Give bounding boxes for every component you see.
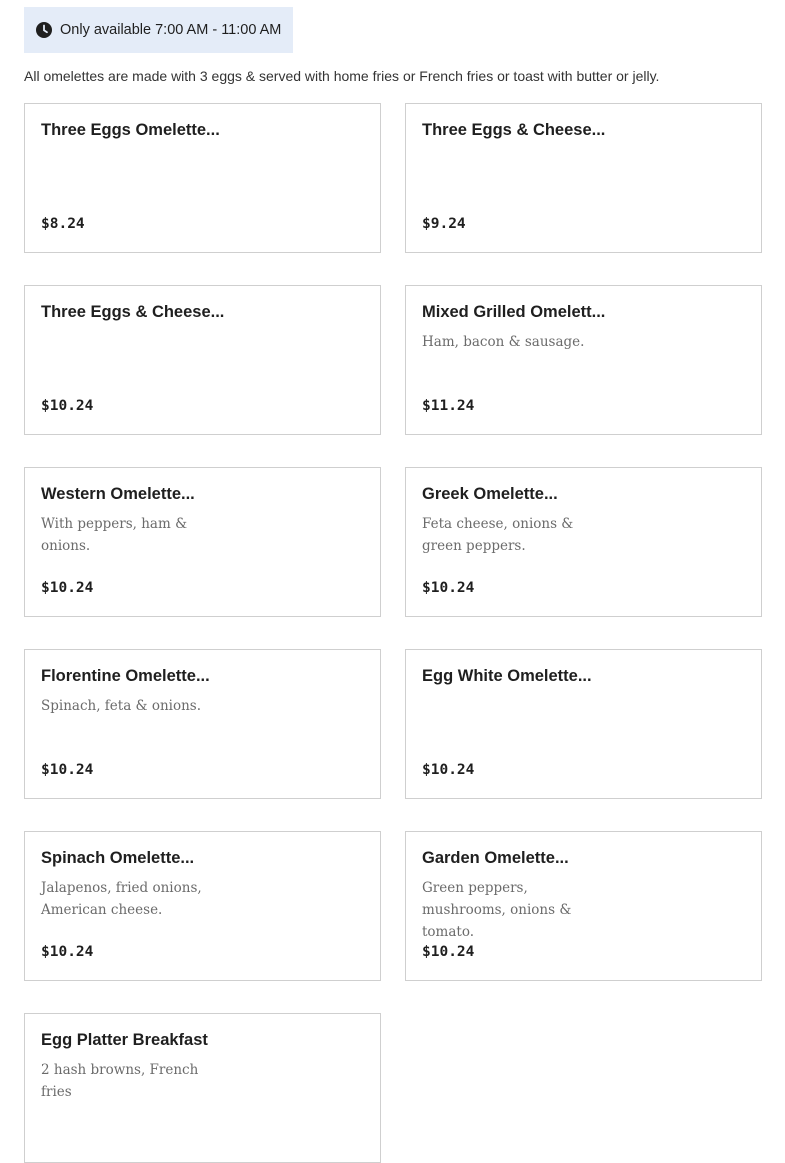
menu-item-description: Spinach, feta & onions.: [41, 698, 202, 714]
menu-item-name: Three Eggs & Cheese...: [41, 303, 225, 321]
category-description: All omelettes are made with 3 eggs & served with home fries or French fries or toast with butter or jelly.: [24, 68, 660, 84]
menu-item-card[interactable]: [24, 649, 381, 799]
menu-item-description: 2 hash browns, French fries: [41, 1062, 199, 1100]
menu-item-name: Florentine Omelette...: [41, 667, 210, 685]
menu-item-card[interactable]: [405, 285, 762, 435]
menu-item-price: $10.24: [41, 580, 94, 596]
menu-item-description: With peppers, ham & onions.: [41, 516, 188, 554]
menu-item-price: $11.24: [422, 398, 475, 414]
menu-item-description: Feta cheese, onions & green peppers.: [422, 516, 574, 554]
menu-item-price: $10.24: [41, 762, 94, 778]
menu-item-description: Ham, bacon & sausage.: [422, 334, 585, 350]
menu-item-name: Egg Platter Breakfast: [41, 1031, 208, 1049]
menu-item-card[interactable]: [405, 649, 762, 799]
menu-item-name: Spinach Omelette...: [41, 849, 195, 867]
menu-item-card[interactable]: [405, 467, 762, 617]
clock-icon: [36, 22, 52, 38]
menu-item-price: $10.24: [41, 944, 94, 960]
menu-item-price: $10.24: [41, 398, 94, 414]
menu-item-price: $8.24: [41, 216, 85, 232]
menu-item-name: Three Eggs & Cheese...: [422, 121, 606, 139]
menu-item-price: $10.24: [422, 580, 475, 596]
menu-item-name: Three Eggs Omelette...: [41, 121, 220, 139]
menu-item-card[interactable]: [24, 1013, 381, 1163]
menu-item-card[interactable]: [405, 831, 762, 981]
menu-item-name: Mixed Grilled Omelett...: [422, 303, 606, 321]
menu-item-card[interactable]: [24, 831, 381, 981]
menu-item-name: Western Omelette...: [41, 485, 195, 503]
menu-item-price: $10.24: [422, 944, 475, 960]
menu-item-price: $10.24: [422, 762, 475, 778]
menu-item-name: Garden Omelette...: [422, 849, 569, 867]
availability-banner: [24, 7, 293, 53]
menu-item-card[interactable]: [24, 467, 381, 617]
menu-item-price: $9.24: [422, 216, 466, 232]
menu-item-name: Egg White Omelette...: [422, 667, 592, 685]
menu-item-card[interactable]: [24, 285, 381, 435]
availability-text: Only available 7:00 AM - 11:00 AM: [60, 22, 282, 38]
menu-item-description: Jalapenos, fried onions, American cheese.: [41, 880, 202, 918]
menu-item-card[interactable]: [24, 103, 381, 253]
menu-item-card[interactable]: [405, 103, 762, 253]
menu-item-description: Green peppers, mushrooms, onions & tomato.: [422, 880, 572, 940]
menu-item-name: Greek Omelette...: [422, 485, 558, 503]
